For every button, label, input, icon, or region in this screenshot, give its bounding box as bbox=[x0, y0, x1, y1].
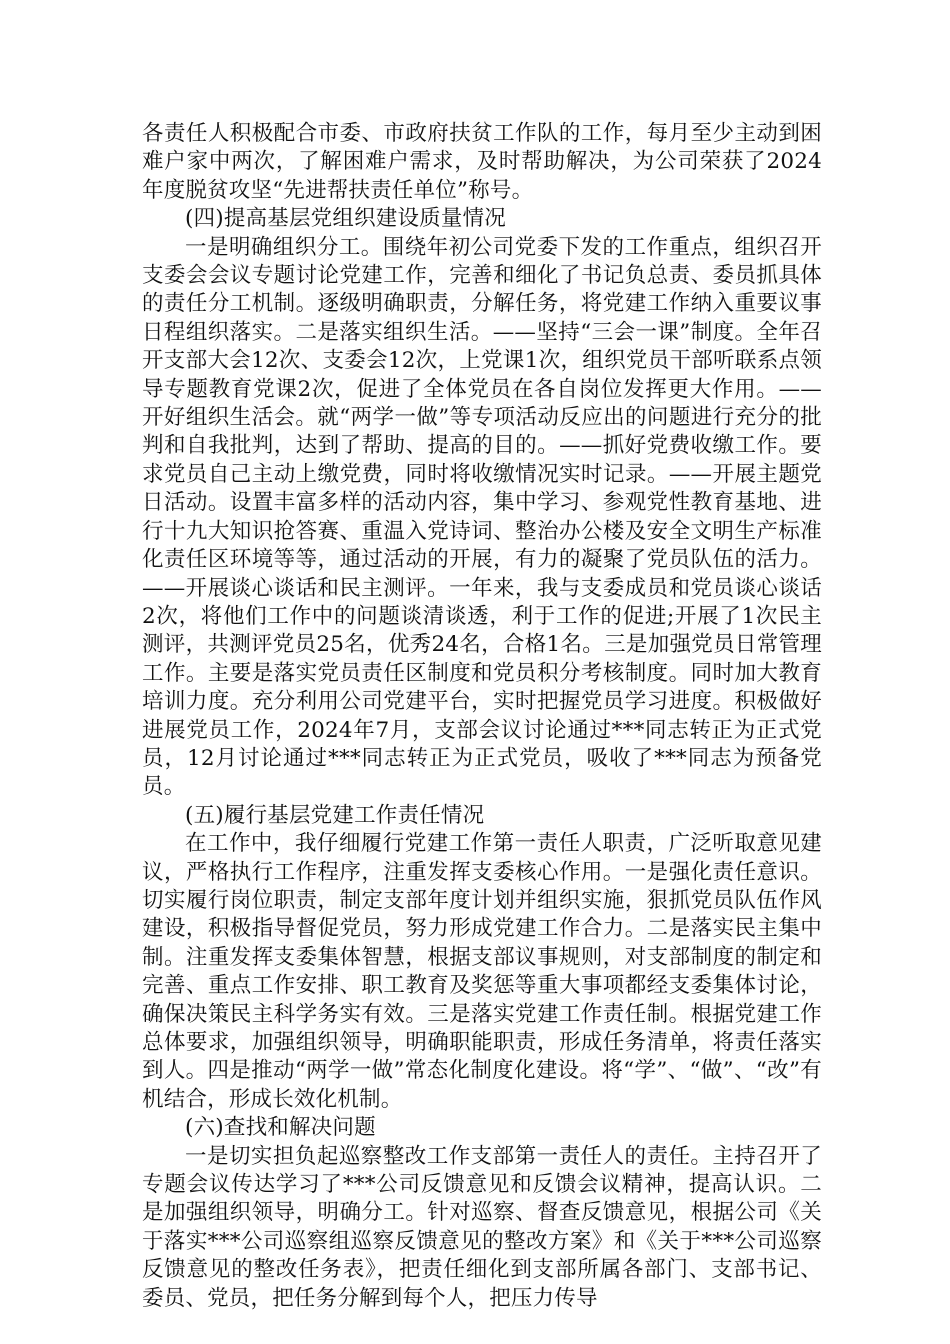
section-heading-5: (五)履行基层党建工作责任情况 bbox=[185, 802, 485, 828]
section-heading-4: (四)提高基层党组织建设质量情况 bbox=[185, 206, 506, 232]
paragraph-party-responsibility: 在工作中，我仔细履行党建工作第一责任人职责，广泛听取意见建议，严格执行工作程序，注重发挥支委核心作用。一是强化责任意识。切实履行岗位职责，制定支部年度计划并组织实施，狠抓党员队伍作风建设，积极指导督促党员，努力形成党建工作合力。二是落实民主集中制。注重发挥支委集体智慧，根据支部议事规则，对支部制度的制定和完善、重点工作安排、职工教育及奖惩等重大事项都经支委集体讨论，确保决策民主科学务实有效。三是落实党建工作责任制。根据党建工作总体要求，加强组织领导，明确职能职责，形成任务清单，将责任落实到人。四是推动“两学一做”常态化制度化建设。将“学”、“做”、“改”有机结合，形成长效化机制。 bbox=[142, 831, 822, 1112]
section-heading-6: (六)查找和解决问题 bbox=[185, 1115, 376, 1141]
paragraph-party-organization: 一是明确组织分工。围绕年初公司党委下发的工作重点，组织召开支委会会议专题讨论党建工作，完善和细化了书记负总责、委员抓具体的责任分工机制。逐级明确职责，分解任务，将党建工作纳入重要议事日程组织落实。二是落实组织生活。——坚持“三会一课”制度。全年召开支部大会12次、支委会12次，上党课1次，组织党员干部听联系点领导专题教育党课2次，促进了全体党员在各自岗位发挥更大作用。——开好组织生活会。就“两学一做”等专项活动反应出的问题进行充分的批判和自我批判，达到了帮助、提高的目的。——抓好党费收缴工作。要求党员自己主动上缴党费，同时将收缴情况实时记录。——开展主题党日活动。设置丰富多样的活动内容，集中学习、参观党性教育基地、进行十九大知识抢答赛、重温入党诗词、整治办公楼及安全文明生产标准化责任区环境等等，通过活动的开展，有力的凝聚了党员队伍的活力。——开展谈心谈话和民主测评。一年来，我与支委成员和党员谈心谈话2次，将他们工作中的问题谈清谈透，利于工作的促进;开展了1次民主测评，共测评党员25名，优秀24名，合格1名。三是加强党员日常管理工作。主要是落实党员责任区制度和党员积分考核制度。同时加大教育培训力度。充分利用公司党建平台，实时把握党员学习进度。积极做好进展党员工作，2024年7月，支部会议讨论通过***同志转正为正式党员，12月讨论通过***同志转正为正式党员，吸收了***同志为预备党员。 bbox=[142, 234, 822, 800]
paragraph-problem-solving: 一是切实担负起巡察整改工作支部第一责任人的责任。主持召开了专题会议传达学习了***公司反馈意见和反馈会议精神，提高认识。二是加强组织领导，明确分工。针对巡察、督查反馈意见，根据公司《关于落实***公司巡察组巡察反馈意见的整改方案》和《关于***公司巡察反馈意见的整改任务表》，把责任细化到支部所属各部门、支部书记、委员、党员，把任务分解到每个人，把压力传导 bbox=[142, 1143, 822, 1311]
paragraph-poverty-alleviation: 各责任人积极配合市委、市政府扶贫工作队的工作，每月至少主动到困难户家中两次，了解困难户需求，及时帮助解决，为公司荣获了2024年度脱贫攻坚“先进帮扶责任单位”称号。 bbox=[142, 121, 822, 203]
document-body bbox=[142, 120, 822, 1313]
